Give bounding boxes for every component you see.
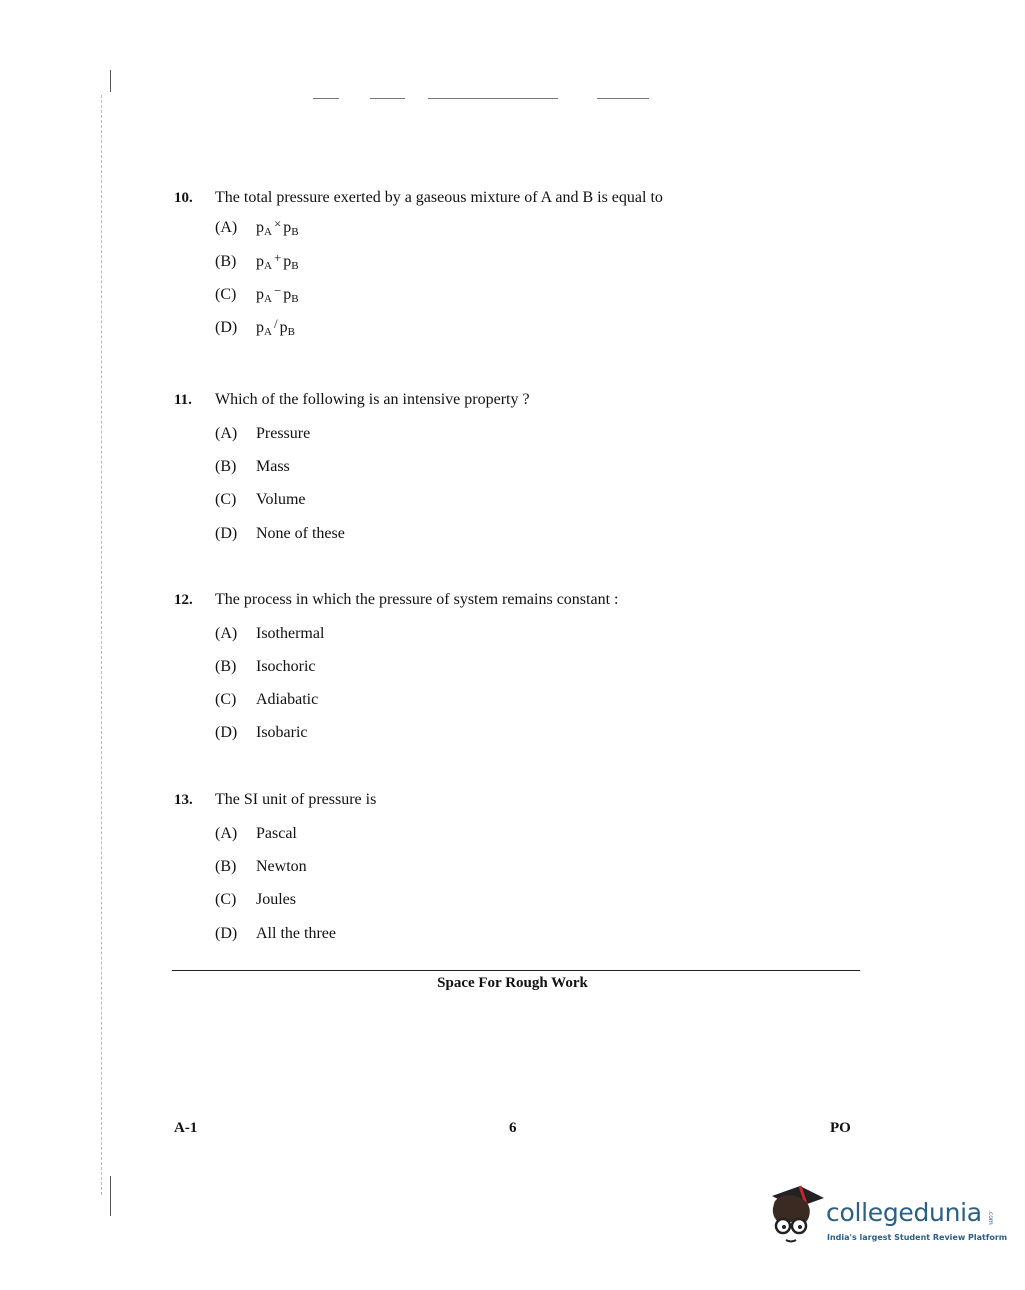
scan-top-dash: [428, 98, 558, 99]
option-d: [215, 723, 308, 743]
mascot-icon: [766, 1182, 826, 1246]
logo-wordmark: collegedunia: [826, 1198, 982, 1227]
rough-work-heading: Space For Rough Work: [437, 975, 588, 991]
question-10: [174, 188, 874, 338]
option-label: (B): [215, 253, 237, 270]
option-d: [215, 524, 345, 544]
option-label: (A): [215, 825, 238, 842]
logo-domain-suffix: .com: [987, 1210, 994, 1225]
option-c: [215, 690, 318, 710]
option-text: Joules: [256, 891, 296, 908]
option-label: (B): [215, 458, 237, 475]
footer-page-number: 6: [509, 1120, 517, 1136]
question-number: 13.: [174, 792, 193, 808]
option-a: [215, 424, 310, 444]
option-b: [215, 457, 290, 477]
option-formula: $p_A^+$ $p_B$: [256, 250, 299, 272]
option-label: (C): [215, 891, 237, 908]
question-text: The SI unit of pressure is: [215, 791, 377, 808]
option-a: [215, 824, 297, 844]
scan-margin-tick: [110, 70, 111, 92]
option-text: Isobaric: [256, 724, 308, 741]
option-text: Isothermal: [256, 625, 325, 642]
question-text: The total pressure exerted by a gaseous mixture of A and B is equal to: [215, 189, 663, 206]
scan-top-dash: [597, 98, 649, 99]
option-a: [215, 624, 324, 644]
option-b: [215, 252, 299, 276]
option-label: (C): [215, 691, 237, 708]
question-text: Which of the following is an intensive property ?: [215, 391, 530, 408]
option-label: (D): [215, 724, 238, 741]
footer-paper-code: A-1: [174, 1120, 198, 1136]
option-text: None of these: [256, 525, 345, 542]
option-formula: $p_A^-$ $p_B$: [256, 283, 299, 305]
option-formula: $p_A^/$ $p_B$: [256, 316, 295, 338]
option-d: [215, 318, 295, 342]
question-number: 10.: [174, 190, 193, 206]
option-text: Newton: [256, 858, 307, 875]
option-text: Pascal: [256, 825, 297, 842]
option-b: [215, 657, 316, 677]
option-label: (D): [215, 319, 238, 336]
question-text: The process in which the pressure of system remains constant :: [215, 591, 619, 608]
option-label: (A): [215, 219, 238, 236]
option-label: (D): [215, 925, 238, 942]
option-text: Volume: [256, 491, 306, 508]
scan-margin-line: [101, 95, 102, 1195]
option-label: (A): [215, 625, 238, 642]
option-formula: $p_A^\times$ $p_B$: [256, 216, 299, 238]
logo-tagline: India's largest Student Review Platform: [827, 1233, 1008, 1242]
option-label: (B): [215, 858, 237, 875]
question-11: [174, 390, 874, 542]
option-text: Adiabatic: [256, 691, 319, 708]
option-label: (C): [215, 286, 237, 303]
question-13: [174, 790, 874, 942]
option-text: Isochoric: [256, 658, 316, 675]
question-12: [174, 590, 874, 741]
option-text: Pressure: [256, 425, 311, 442]
option-c: [215, 890, 296, 910]
scan-margin-tick: [110, 1176, 111, 1216]
option-d: [215, 924, 336, 944]
option-c: [215, 285, 299, 309]
option-label: (A): [215, 425, 238, 442]
option-c: [215, 490, 305, 510]
option-text: Mass: [256, 458, 290, 475]
option-label: (B): [215, 658, 237, 675]
option-label: (C): [215, 491, 237, 508]
option-label: (D): [215, 525, 238, 542]
option-a: [215, 218, 299, 242]
scan-top-dash: [313, 98, 339, 99]
question-number: 12.: [174, 592, 193, 608]
option-b: [215, 857, 307, 877]
rough-work-divider: [172, 970, 860, 971]
option-text: All the three: [256, 925, 336, 942]
question-number: 11.: [174, 392, 192, 408]
footer-po-mark: PO: [830, 1120, 851, 1136]
collegedunia-logo: [766, 1182, 1008, 1252]
scan-top-dash: [370, 98, 405, 99]
